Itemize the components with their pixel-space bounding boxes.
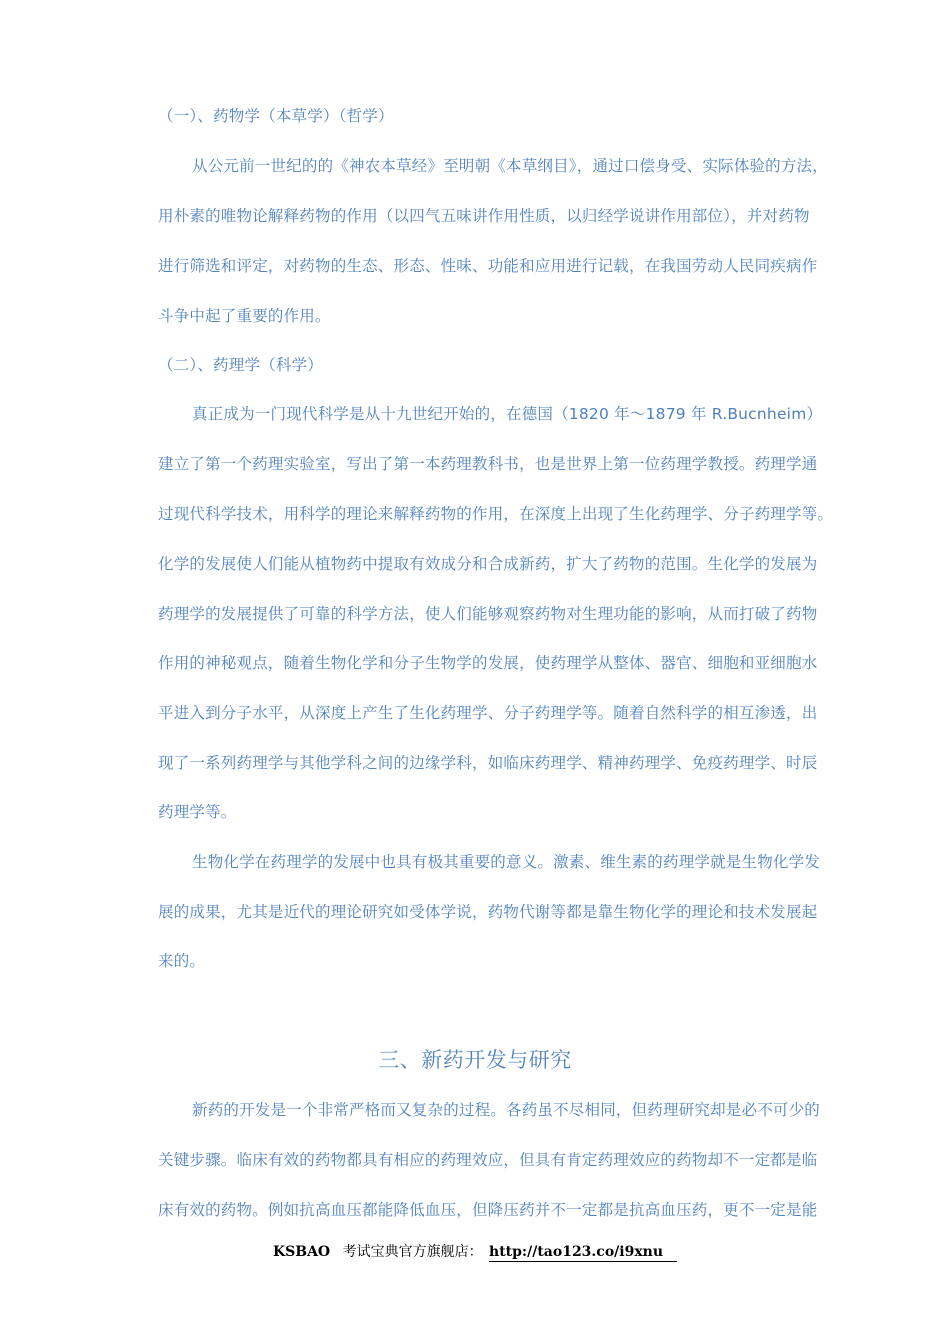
section2-paragraph2-line: 生物化学在药理学的发展中也具有极其重要的意义。激素、维生素的药理学就是生物化学发 xyxy=(192,853,821,871)
section2-paragraph-line: 过现代科学技术，用科学的理论来解释药物的作用，在深度上出现了生化药理学、分子药理学等。 xyxy=(158,505,834,523)
section3-paragraph-line: 新药的开发是一个非常严格而又复杂的过程。各药虽不尽相同，但药理研究却是必不可少的 xyxy=(192,1101,821,1119)
section2-paragraph-line: 平进入到分子水平，从深度上产生了生化药理学、分子药理学等。随着自然科学的相互渗透，出 xyxy=(158,704,818,722)
footer-store-link[interactable]: http://tao123.co/i9xnu xyxy=(489,1244,677,1262)
section3-title: 三、新药开发与研究 xyxy=(378,1048,572,1072)
section2-paragraph2-line: 展的成果，尤其是近代的理论研究如受体学说，药物代谢等都是靠生物化学的理论和技术发展起 xyxy=(158,903,818,921)
section2-heading: （二）、药理学（科学） xyxy=(158,356,323,374)
page-footer xyxy=(0,1241,950,1262)
section2-paragraph-line: 现了一系列药理学与其他学科之间的边缘学科，如临床药理学、精神药理学、免疫药理学、时辰 xyxy=(158,754,818,772)
section2-paragraph-line: 药理学等。 xyxy=(158,803,237,821)
section2-paragraph-line: 药理学的发展提供了可靠的科学方法，使人们能够观察药物对生理功能的影响，从而打破了药物 xyxy=(158,605,818,623)
section1-heading: （一）、药物学（本草学）（哲学） xyxy=(158,107,394,125)
section1-paragraph-line: 进行筛选和评定，对药物的生态、形态、性味、功能和应用进行记载，在我国劳动人民同疾病作 xyxy=(158,257,818,275)
section3-paragraph-line: 关键步骤。临床有效的药物都具有相应的药理效应，但具有肯定药理效应的药物却不一定都是临 xyxy=(158,1151,818,1169)
section2-paragraph-line: 作用的神秘观点，随着生物化学和分子生物学的发展，使药理学从整体、器官、细胞和亚细胞水 xyxy=(158,654,818,672)
section2-paragraph-line: 化学的发展使人们能从植物药中提取有效成分和合成新药，扩大了药物的范围。生化学的发展为 xyxy=(158,555,818,573)
section1-paragraph-line: 用朴素的唯物论解释药物的作用（以四气五味讲作用性质，以归经学说讲作用部位），并对药物 xyxy=(158,207,810,225)
footer-label: 考试宝典官方旗舰店： xyxy=(342,1244,483,1260)
section2-paragraph2-line: 来的。 xyxy=(158,952,206,970)
section2-paragraph-line: 建立了第一个药理实验室，写出了第一本药理教科书，也是世界上第一位药理学教授。药理学通 xyxy=(158,455,818,473)
footer-brand: KSBAO xyxy=(272,1244,331,1260)
section3-paragraph-line: 床有效的药物。例如抗高血压都能降低血压，但降压药并不一定都是抗高血压药，更不一定是能 xyxy=(158,1201,818,1219)
section2-paragraph-line: 真正成为一门现代科学是从十九世纪开始的，在德国（1820 年～1879 年 R.Bucnheim） xyxy=(192,405,823,423)
section1-paragraph-line: 从公元前一世纪的的《神农本草经》至明朝《本草纲目》，通过口偿身受、实际体验的方法， xyxy=(192,157,828,175)
section1-paragraph-line: 斗争中起了重要的作用。 xyxy=(158,307,331,325)
